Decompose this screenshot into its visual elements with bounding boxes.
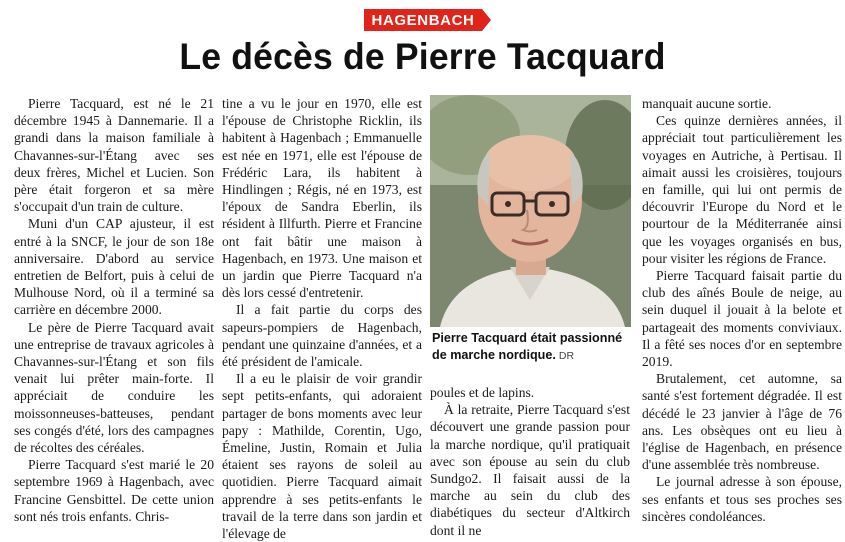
caption-text: Pierre Tacquard était passionné de marche nordique.	[432, 331, 623, 362]
paragraph: Le père de Pierre Tacquard avait une entreprise de travaux agricoles à Chavannes-sur-l'Étang et son fils venait lui prêter main-forte. Il appréciait de conduire les moissonneuses-batteuses, pendant ses congés d'été, lors des campagnes de récoltes des céréales.	[14, 319, 214, 456]
paragraph: Il a eu le plaisir de voir grandir sept petits-enfants, qui adoraient partager de bons moments avec leur papy : Mathilde, Corentin, Ugo, Émeline, Justin, Romain et Julia étaient ses rayons de soleil au quotidien. Pierre Tacquard aimait apprendre à ses petits-enfants le travail de la terre dans son jardin et l'élevage de	[222, 371, 422, 542]
photo-credit: DR	[558, 350, 575, 362]
paragraph: Pierre Tacquard, est né le 21 décembre 1945 à Dannemarie. Il a grandi dans la maison familiale à Chavannes-sur-l'Étang avec ses deux frères, Michel et Lucien. Son père était forgeron et sa mère s'occupait d'un train de culture.	[14, 96, 214, 215]
article-column-1	[14, 95, 214, 525]
paragraph: poules et de lapins.	[430, 385, 535, 400]
portrait-photo-icon	[430, 95, 631, 327]
section-kicker: HAGENBACH	[364, 9, 482, 31]
paragraph: Ces quinze dernières années, il appréciait tout particulièrement les voyages en Autriche, à Pertisau. Il aimait aussi les croisières, toujours en famille, qui lui ont permis de découvrir l'Europe du Nord et le pourtour de la Méditerranée ainsi que les voyages organisés en bus, pour visiter les régions de France.	[642, 113, 842, 266]
paragraph: Pierre Tacquard s'est marié le 20 septembre 1969 à Hagenbach, avec Francine Gensbittel. De cette union sont nés trois enfants. Chris-	[14, 457, 214, 524]
paragraph: À la retraite, Pierre Tacquard s'est découvert une grande passion pour la marche nordique, qu'il pratiquait avec son épouse au sein du club Sundgo2. Il faisait aussi de la marche au sein du club des diabétiques du secteur d'Altkirch dont il ne	[430, 402, 630, 538]
paragraph: Le journal adresse à son épouse, ses enfants et tous ses proches ses sincères condoléances.	[642, 474, 842, 524]
paragraph: manquait aucune sortie.	[642, 96, 772, 111]
paragraph: Muni d'un CAP ajusteur, il est entré à la SNCF, le jour de son 18e anniversaire. D'abord au service entretien de Belfort, puis à celui de Mulhouse Nord, où il a terminé sa carrière en décembre 2000.	[14, 216, 214, 318]
article-column-3	[430, 384, 630, 539]
photo-caption	[432, 330, 632, 365]
paragraph: Pierre Tacquard faisait partie du club des aînés Boule de neige, au sein duquel il jouait à la belote et partageait des moments conviviaux. Il a fêté ses noces d'or en septembre 2019.	[642, 268, 842, 370]
paragraph: Il a fait partie du corps des sapeurs-pompiers de Hagenbach, pendant une quinzaine d'années, et a été président de l'amicale.	[222, 302, 422, 370]
headline: Le décès de Pierre Tacquard	[179, 36, 666, 77]
article-column-2	[222, 95, 422, 542]
paragraph: Brutalement, cet automne, sa santé s'est fortement dégradée. Il est décédé le 23 janvier à l'âge de 76 ans. Les obsèques ont eu lieu à l'église de Hagenbach, en présence d'une assemblée très nombreuse.	[642, 371, 842, 473]
portrait-photo	[430, 95, 631, 327]
article-column-4	[642, 95, 842, 525]
paragraph: tine a vu le jour en 1970, elle est l'épouse de Christophe Ricklin, ils habitent à Hagenbach ; Emmanuelle est née en 1971, elle est l'épouse de Frédéric Lara, ils habitent à Hindlingen ; Régis, né en 1973, est l'époux de Sandra Eberlin, ils résident à Illfurth. Pierre et Francine ont fait bâtir une maison à Hagenbach, en 1973. Une maison et un jardin que Pierre Tacquard n'a dès lors cessé d'entretenir.	[222, 96, 422, 301]
